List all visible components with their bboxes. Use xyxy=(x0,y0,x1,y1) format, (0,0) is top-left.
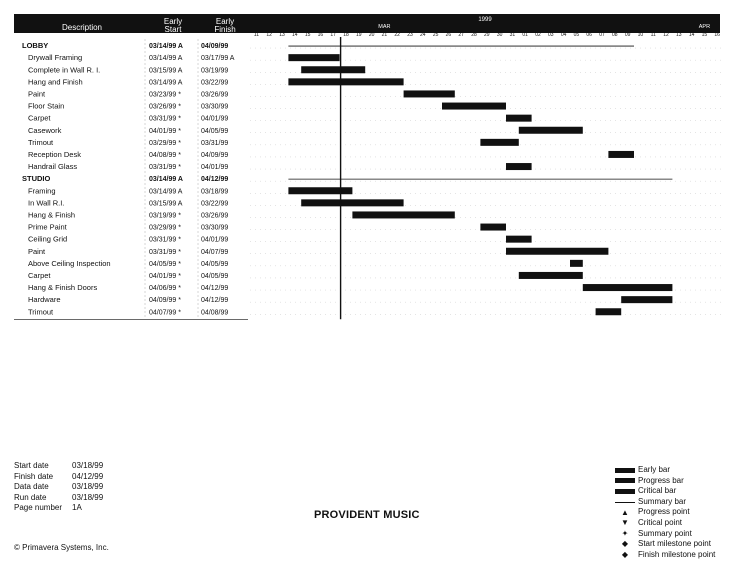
task-early-finish: 03/30/99 xyxy=(201,224,229,232)
task-early-finish: 04/12/99 xyxy=(201,285,229,293)
day-label: 29 xyxy=(484,32,490,38)
legend-item xyxy=(614,518,715,529)
task-description: Casework xyxy=(28,125,62,135)
task-bar xyxy=(442,103,506,110)
legend-item xyxy=(614,529,715,540)
task-bar xyxy=(519,127,583,134)
task-description: Drywall Framing xyxy=(28,53,83,63)
day-label: 14 xyxy=(292,32,298,38)
legend-label: Summary point xyxy=(638,528,692,538)
schedule-info-value: 03/18/99 xyxy=(72,492,104,502)
task-early-start: 03/31/99 * xyxy=(149,248,181,256)
legend-label: Critical bar xyxy=(638,486,677,496)
day-label: 13 xyxy=(676,32,682,38)
task-bar xyxy=(506,115,532,122)
task-bar xyxy=(352,211,454,218)
schedule-info-row xyxy=(14,503,112,514)
task-early-start: 03/31/99 * xyxy=(149,115,181,123)
task-early-start: 04/09/99 * xyxy=(149,297,181,305)
legend-point-icon: ◆ xyxy=(621,539,629,549)
task-description: Reception Desk xyxy=(28,149,81,159)
day-label: 15 xyxy=(304,32,311,38)
schedule-info-label: Start date xyxy=(14,461,49,470)
legend-point-icon: ◆ xyxy=(621,550,629,560)
legend-bar-icon xyxy=(614,476,636,486)
task-early-start: 04/05/99 * xyxy=(149,260,181,268)
task-early-finish: 04/01/99 xyxy=(201,164,229,172)
task-bar xyxy=(288,187,352,194)
task-early-finish: 03/30/99 xyxy=(201,103,229,111)
task-bar xyxy=(288,78,403,85)
task-bar xyxy=(519,272,583,279)
task-early-start: 04/06/99 * xyxy=(149,285,181,293)
header-background xyxy=(14,14,720,33)
task-early-finish: 04/12/99 xyxy=(201,297,229,305)
task-description: Hardware xyxy=(28,295,61,305)
legend-item xyxy=(614,507,715,518)
task-early-finish: 04/05/99 xyxy=(201,127,229,135)
task-bar xyxy=(301,66,365,73)
bars-layer xyxy=(288,37,672,319)
task-description: Carpet xyxy=(28,113,51,123)
task-early-start: 04/08/99 * xyxy=(149,151,181,159)
task-bar xyxy=(506,236,532,243)
task-description: Carpet xyxy=(28,270,51,280)
task-early-start: 03/14/99 A xyxy=(149,79,183,87)
column-header-description: Description xyxy=(61,23,103,32)
legend-label: Progress point xyxy=(638,507,690,517)
column-header-early-start-2: Start xyxy=(164,25,182,34)
project-title: PROVIDENT MUSIC xyxy=(314,509,420,521)
task-description: Above Ceiling Inspection xyxy=(28,258,111,268)
legend-point-icon: ▼ xyxy=(621,518,629,528)
task-early-start: 03/14/99 A xyxy=(149,43,183,51)
task-description: Framing xyxy=(28,186,56,196)
day-label: 12 xyxy=(663,32,669,38)
legend-bar-icon xyxy=(614,465,636,475)
task-early-start: 03/14/99 A xyxy=(149,188,183,196)
legend-item xyxy=(614,486,715,497)
task-bar xyxy=(301,199,403,206)
task-early-finish: 04/07/99 xyxy=(201,248,229,256)
task-description: STUDIO xyxy=(22,174,51,184)
task-early-finish: 04/09/99 xyxy=(201,43,229,51)
day-label: 09 xyxy=(624,32,631,38)
task-early-finish: 03/17/99 A xyxy=(201,55,235,63)
schedule-info-row xyxy=(14,482,112,493)
task-early-start: 03/26/99 * xyxy=(149,103,181,111)
task-early-finish: 04/05/99 xyxy=(201,272,229,280)
day-label: 19 xyxy=(356,32,362,38)
task-early-finish: 03/22/99 xyxy=(201,79,229,87)
day-label: 21 xyxy=(381,32,388,38)
day-label: 02 xyxy=(535,32,541,38)
day-label: 12 xyxy=(266,32,272,38)
task-early-start: 03/15/99 A xyxy=(149,200,183,208)
column-header-early-finish-2: Finish xyxy=(214,25,236,34)
day-label: 25 xyxy=(432,32,439,38)
day-label: 28 xyxy=(471,32,477,38)
year-label: 1999 xyxy=(478,17,492,23)
day-label: 01 xyxy=(522,32,528,38)
day-label: 23 xyxy=(407,32,413,38)
legend-line-icon xyxy=(614,497,636,507)
legend-item xyxy=(614,550,715,561)
legend-bar-icon xyxy=(614,486,636,496)
task-early-start: 04/01/99 * xyxy=(149,127,181,135)
task-description: Hang & Finish xyxy=(28,210,76,220)
schedule-info-value: 03/18/99 xyxy=(72,482,104,491)
legend xyxy=(614,465,715,560)
task-early-finish: 03/26/99 xyxy=(201,212,229,220)
task-early-start: 03/15/99 A xyxy=(149,67,183,75)
task-bar xyxy=(621,296,672,303)
copyright-note: © Primavera Systems, Inc. xyxy=(14,543,109,552)
task-early-start: 03/29/99 * xyxy=(149,139,181,147)
task-early-start: 03/31/99 * xyxy=(149,236,181,244)
day-label: 07 xyxy=(599,32,605,38)
task-description: Trimout xyxy=(28,137,54,147)
legend-point-icon: ▲ xyxy=(621,507,629,517)
schedule-info-row xyxy=(14,493,112,504)
task-early-start: 03/29/99 * xyxy=(149,224,181,232)
day-label: 20 xyxy=(368,32,375,38)
legend-item xyxy=(614,539,715,550)
day-label: 04 xyxy=(560,32,567,38)
task-early-finish: 04/12/99 xyxy=(201,176,229,184)
day-label: 10 xyxy=(637,32,644,38)
legend-label: Progress bar xyxy=(638,475,684,485)
month-label: MAR xyxy=(378,24,391,30)
task-bar xyxy=(506,248,608,255)
header-band xyxy=(14,14,720,38)
task-bar xyxy=(570,260,583,267)
task-early-finish: 03/18/99 xyxy=(201,188,229,196)
task-bar xyxy=(583,284,673,291)
task-description: LOBBY xyxy=(22,41,49,51)
task-early-start: 04/07/99 * xyxy=(149,309,181,317)
legend-item xyxy=(614,476,715,487)
day-label: 11 xyxy=(650,32,656,38)
schedule-info xyxy=(14,461,112,514)
legend-label: Summary bar xyxy=(638,496,687,506)
schedule-info-row xyxy=(14,461,112,472)
task-description: Hang and Finish xyxy=(28,77,83,87)
month-label: APR xyxy=(698,24,711,30)
schedule-info-label: Run date xyxy=(14,492,47,502)
task-bar xyxy=(480,224,506,231)
task-early-finish: 04/05/99 xyxy=(201,260,229,268)
schedule-info-label: Finish date xyxy=(14,471,54,481)
day-label: 24 xyxy=(420,32,426,38)
task-description: Prime Paint xyxy=(28,222,67,232)
task-description: Hang & Finish Doors xyxy=(28,283,98,293)
day-label: 16 xyxy=(317,32,324,38)
legend-label: Critical point xyxy=(638,517,683,527)
task-description: Handrail Glass xyxy=(28,162,78,172)
legend-label: Start milestone point xyxy=(638,539,711,549)
day-label: 31 xyxy=(509,32,516,38)
day-label: 14 xyxy=(688,32,695,38)
task-early-finish: 03/26/99 xyxy=(201,91,229,99)
day-label: 03 xyxy=(548,32,554,38)
task-early-finish: 04/01/99 xyxy=(201,236,229,244)
task-early-start: 03/31/99 * xyxy=(149,164,181,172)
legend-label: Early bar xyxy=(638,465,671,474)
legend-item xyxy=(614,465,715,476)
schedule-info-value: 1A xyxy=(72,503,82,512)
legend-point-icon: ✦ xyxy=(621,528,629,538)
column-header-early-finish: Early xyxy=(215,17,235,26)
task-early-finish: 04/08/99 xyxy=(201,309,229,317)
task-early-start: 04/01/99 * xyxy=(149,272,181,280)
schedule-info-row xyxy=(14,472,112,483)
day-label: 15 xyxy=(701,32,708,38)
task-description: Paint xyxy=(28,246,46,256)
schedule-info-label: Data date xyxy=(14,482,49,491)
table-text xyxy=(22,41,235,316)
day-label: 22 xyxy=(394,32,400,38)
day-label: 06 xyxy=(586,32,592,38)
task-early-start: 03/19/99 * xyxy=(149,212,181,220)
day-label: 30 xyxy=(496,32,503,38)
task-early-finish: 04/01/99 xyxy=(201,115,229,123)
task-description: Ceiling Grid xyxy=(28,234,68,244)
legend-item xyxy=(614,497,715,508)
task-bar xyxy=(288,54,339,61)
task-early-start: 03/14/99 A xyxy=(149,176,183,184)
schedule-info-value: 04/12/99 xyxy=(72,471,104,481)
day-label: 17 xyxy=(330,32,336,38)
task-bar xyxy=(596,308,622,315)
task-early-finish: 03/22/99 xyxy=(201,200,229,208)
day-label: 13 xyxy=(279,32,285,38)
day-label: 11 xyxy=(253,32,260,38)
schedule-info-value: 03/18/99 xyxy=(72,461,104,470)
task-description: Paint xyxy=(28,89,46,99)
day-label: 26 xyxy=(445,32,452,38)
task-early-start: 03/23/99 * xyxy=(149,91,181,99)
task-bar xyxy=(608,151,634,158)
task-description: Floor Stain xyxy=(28,101,65,111)
task-description: Trimout xyxy=(28,307,54,317)
task-early-start: 03/14/99 A xyxy=(149,55,183,63)
day-label: 16 xyxy=(714,32,720,38)
task-early-finish: 03/31/99 xyxy=(201,139,229,147)
day-label: 05 xyxy=(573,32,580,38)
task-bar xyxy=(506,163,532,170)
task-bar xyxy=(480,139,518,146)
task-early-finish: 03/19/99 xyxy=(201,67,229,75)
day-label: 18 xyxy=(343,32,349,38)
task-description: Complete in Wall R. I. xyxy=(28,65,101,75)
column-header-early-start: Early xyxy=(163,17,183,26)
day-label: 27 xyxy=(458,32,464,38)
legend-label: Finish milestone point xyxy=(638,549,716,559)
task-early-finish: 04/09/99 xyxy=(201,151,229,159)
task-bar xyxy=(404,90,455,97)
task-description: In Wall R.I. xyxy=(28,198,65,208)
schedule-info-label: Page number xyxy=(14,503,63,512)
day-label: 08 xyxy=(612,32,618,38)
